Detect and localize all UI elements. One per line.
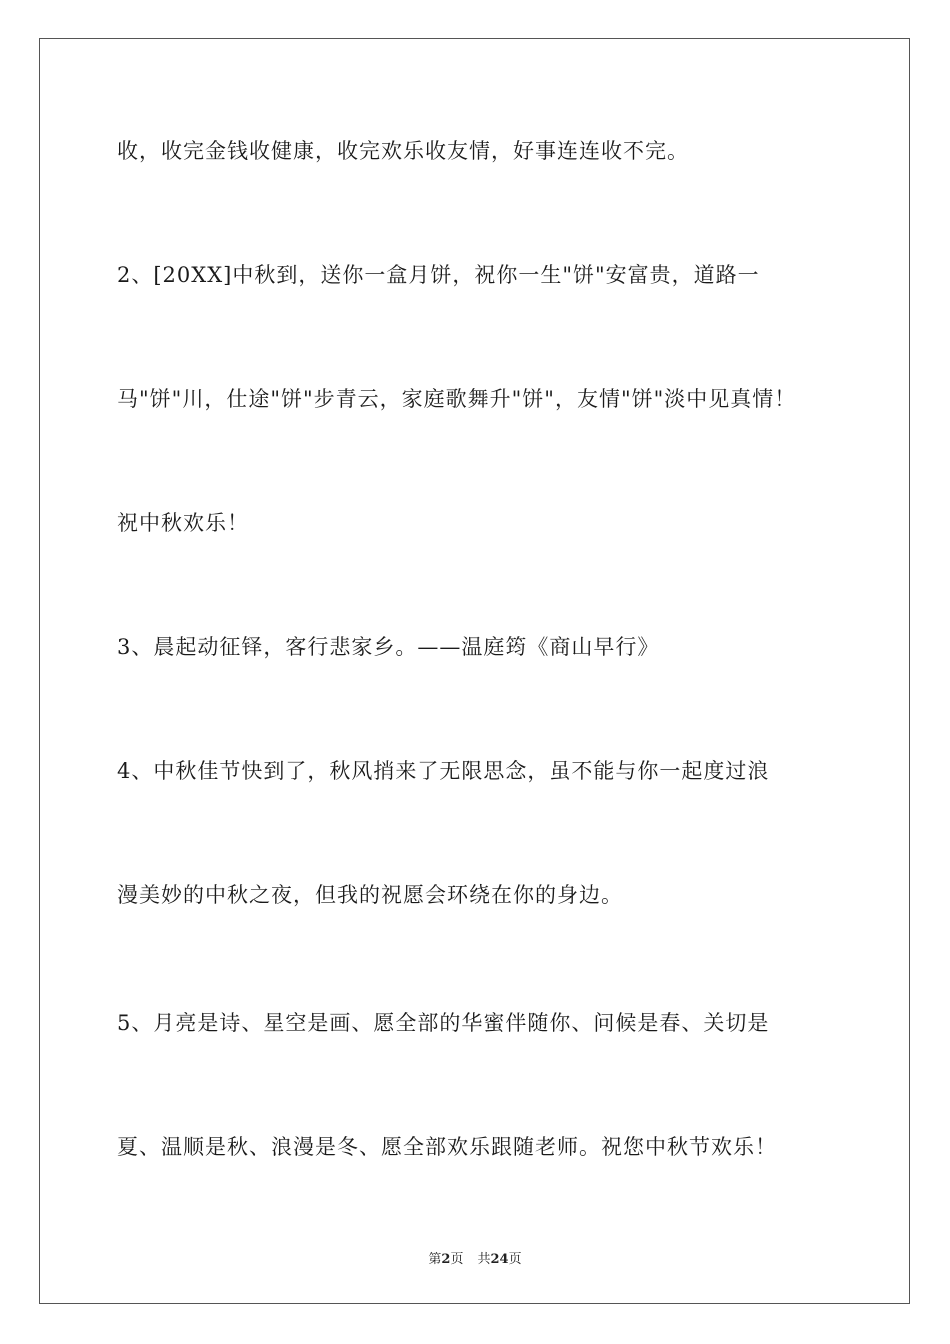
text-line-7: 漫美妙的中秋之夜，但我的祝愿会环绕在你的身边。 — [117, 883, 623, 907]
text-line-3: 马"饼"川，仕途"饼"步青云，家庭歌舞升"饼"，友情"饼"淡中见真情！ — [117, 387, 797, 411]
total-pages: 24 — [490, 1252, 509, 1267]
page-prefix: 第 — [428, 1252, 442, 1267]
text-line-4: 祝中秋欢乐！ — [117, 511, 249, 535]
text-line-2: 2、[20XX]中秋到，送你一盒月饼，祝你一生"饼"安富贵，道路一 — [117, 263, 760, 287]
page-number: 2 — [441, 1252, 451, 1267]
total-suffix: 页 — [508, 1252, 522, 1267]
page-suffix: 页 — [450, 1252, 464, 1267]
text-line-1: 收，收完金钱收健康，收完欢乐收友情，好事连连收不完。 — [117, 139, 689, 163]
page-footer — [0, 1248, 950, 1267]
page-frame — [39, 38, 910, 1304]
text-line-5: 3、晨起动征铎，客行悲家乡。——温庭筠《商山早行》 — [117, 635, 660, 659]
text-line-8: 5、月亮是诗、星空是画、愿全部的华蜜伴随你、问候是春、关切是 — [117, 1011, 770, 1035]
text-line-9: 夏、温顺是秋、浪漫是冬、愿全部欢乐跟随老师。祝您中秋节欢乐！ — [117, 1135, 777, 1159]
text-line-6: 4、中秋佳节快到了，秋风捎来了无限思念，虽不能与你一起度过浪 — [117, 759, 770, 783]
total-prefix: 共 — [477, 1252, 491, 1267]
